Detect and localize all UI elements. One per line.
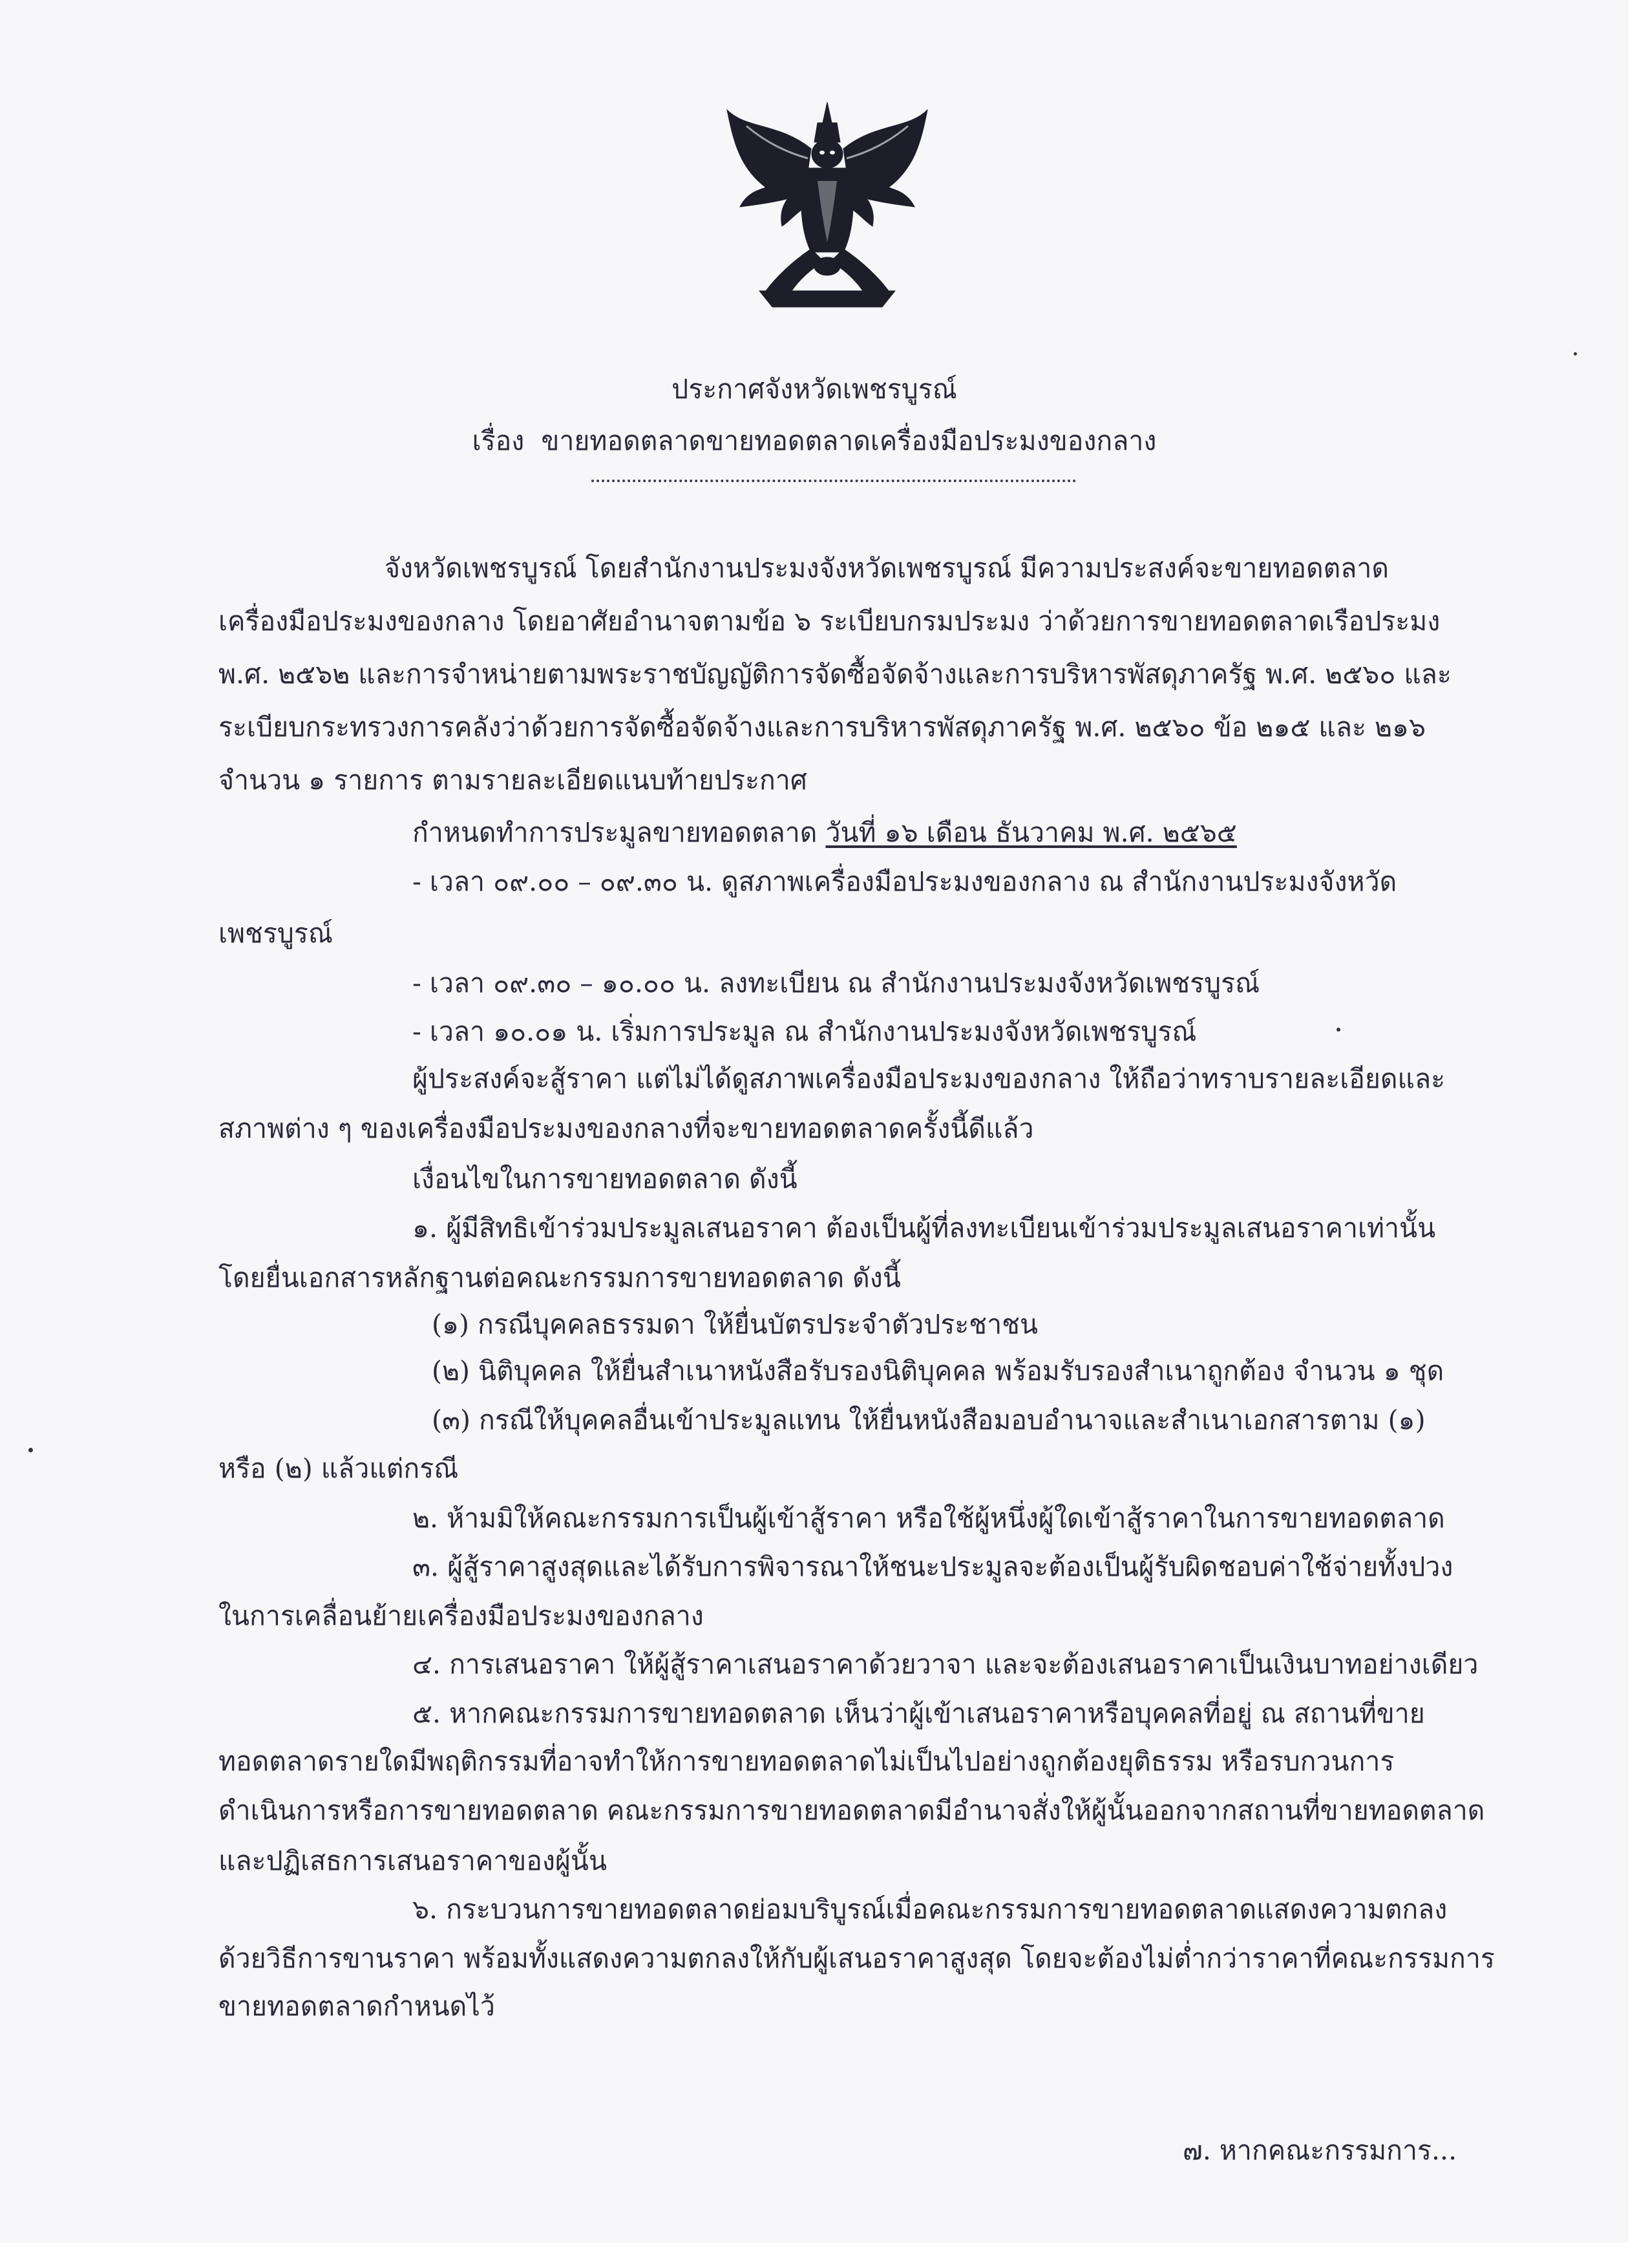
condition-3-line-1: ๓. ผู้สู้ราคาสูงสุดและได้รับการพิจารณาให้ชนะประมูลจะต้องเป็นผู้รับผิดชอบค่าใช้จ่ายทั้งปวง [412,1551,1453,1582]
garuda-emblem [721,97,934,317]
condition-5-line-4: และปฏิเสธการเสนอราคาของผู้นั้น [218,1845,607,1876]
auction-schedule [412,817,1237,849]
condition-1-line-1: ๑. ผู้มีสิทธิเข้าร่วมประมูลเสนอราคา ต้องเป็นผู้ที่ลงทะเบียนเข้าร่วมประมูลเสนอราคาเท่านั้น [412,1213,1436,1244]
time-slot-inspection: - เวลา ๐๙.๐๐ – ๐๙.๓๐ น. ดูสภาพเครื่องมือประมงของกลาง ณ สำนักงานประมงจังหวัด [412,866,1397,897]
condition-1-sub-2: (๒) นิติบุคคล ให้ยื่นสำเนาหนังสือรับรองนิติบุคคล พร้อมรับรองสำเนาถูกต้อง จำนวน ๑ ชุด [432,1355,1444,1386]
intro-line-4: ระเบียบกระทรวงการคลังว่าด้วยการจัดซื้อจัดจ้างและการบริหารพัสดุภาครัฐ พ.ศ. ๒๕๖๐ ข้อ ๒๑๕ และ ๒๑๖ [218,712,1426,743]
notice-line-1: ผู้ประสงค์จะสู้ราคา แต่ไม่ได้ดูสภาพเครื่องมือประมงของกลาง ให้ถือว่าทราบรายละเอียดและ [412,1063,1446,1094]
subject-label: เรื่อง [472,425,525,456]
condition-1-line-2: โดยยื่นเอกสารหลักฐานต่อคณะกรรมการขายทอดตลาด ดังนี้ [218,1262,901,1293]
announcement-title: ประกาศจังหวัดเพชรบูรณ์ [671,374,957,405]
intro-line-1: จังหวัดเพชรบูรณ์ โดยสำนักงานประมงจังหวัดเพชรบูรณ์ มีความประสงค์จะขายทอดตลาด [385,553,1389,584]
scan-speck [28,1448,33,1452]
schedule-label: กำหนดทำการประมูลขายทอดตลาด [412,817,826,848]
condition-5-line-1: ๕. หากคณะกรรมการขายทอดตลาด เห็นว่าผู้เข้าเสนอราคาหรือบุคคลที่อยู่ ณ สถานที่ขาย [412,1698,1425,1729]
conditions-heading: เงื่อนไขในการขายทอดตลาด ดังนี้ [412,1163,798,1194]
announcement-subject [0,425,1629,457]
condition-1-sub-3-cont: หรือ (๒) แล้วแต่กรณี [218,1453,459,1484]
scan-speck [1574,352,1577,355]
condition-6-line-3: ขายทอดตลาดกำหนดไว้ [218,1991,495,2022]
continuation-marker: ๗. หากคณะกรรมการ... [1183,2135,1457,2166]
condition-6-line-1: ๖. กระบวนการขายทอดตลาดย่อมบริบูรณ์เมื่อคณะกรรมการขายทอดตลาดแสดงความตกลง [412,1894,1448,1925]
intro-line-5: จำนวน ๑ รายการ ตามรายละเอียดแนบท้ายประกาศ [218,765,807,796]
condition-1-sub-1: (๑) กรณีบุคคลธรรมดา ให้ยื่นบัตรประจำตัวประชาชน [432,1309,1039,1340]
condition-4: ๔. การเสนอราคา ให้ผู้สู้ราคาเสนอราคาด้วยวาจา และจะต้องเสนอราคาเป็นเงินบาทอย่างเดียว [412,1649,1479,1680]
condition-2: ๒. ห้ามมิให้คณะกรรมการเป็นผู้เข้าสู้ราคา หรือใช้ผู้หนึ่งผู้ใดเข้าสู้ราคาในการขายทอดตลาด [412,1503,1445,1534]
intro-line-3: พ.ศ. ๒๕๖๒ และการจำหน่ายตามพระราชบัญญัติการจัดซื้อจัดจ้างและการบริหารพัสดุภาครัฐ พ.ศ. ๒๕๖๐ และ [218,659,1452,690]
subject-text: ขายทอดตลาดขายทอดตลาดเครื่องมือประมงของกลาง [541,425,1157,456]
condition-3-line-2: ในการเคลื่อนย้ายเครื่องมือประมงของกลาง [218,1600,704,1631]
condition-5-line-2: ทอดตลาดรายใดมีพฤติกรรมที่อาจทำให้การขายทอดตลาดไม่เป็นไปอย่างถูกต้องยุติธรรม หรือรบกวนการ [218,1746,1395,1777]
condition-5-line-3: ดำเนินการหรือการขายทอดตลาด คณะกรรมการขายทอดตลาดมีอำนาจสั่งให้ผู้นั้นออกจากสถานที่ขายทอดตลาด [218,1795,1485,1826]
notice-line-2: สภาพต่าง ๆ ของเครื่องมือประมงของกลางที่จะขายทอดตลาดครั้งนี้ดีแล้ว [218,1113,1034,1144]
time-slot-registration: - เวลา ๐๙.๓๐ – ๑๐.๐๐ น. ลงทะเบียน ณ สำนักงานประมงจังหวัดเพชรบูรณ์ [412,968,1260,999]
scan-speck [1336,1028,1340,1032]
time-slot-inspection-cont: เพชรบูรณ์ [218,918,333,949]
auction-date: วันที่ ๑๖ เดือน ธันวาคม พ.ศ. ๒๕๖๕ [825,817,1237,848]
time-slot-auction-start: - เวลา ๑๐.๐๑ น. เริ่มการประมูล ณ สำนักงานประมงจังหวัดเพชรบูรณ์ [412,1016,1197,1047]
intro-line-2: เครื่องมือประมงของกลาง โดยอาศัยอำนาจตามข้อ ๖ ระเบียบกรมประมง ว่าด้วยการขายทอดตลาดเรือประมง [218,606,1441,637]
title-divider [591,480,1076,482]
condition-1-sub-3: (๓) กรณีให้บุคคลอื่นเข้าประมูลแทน ให้ยื่นหนังสือมอบอำนาจและสำเนาเอกสารตาม (๑) [432,1404,1426,1436]
condition-6-line-2: ด้วยวิธีการขานราคา พร้อมทั้งแสดงความตกลงให้กับผู้เสนอราคาสูงสุด โดยจะต้องไม่ต่ำกว่าราคาที่คณะกรรมการ [218,1943,1495,1974]
